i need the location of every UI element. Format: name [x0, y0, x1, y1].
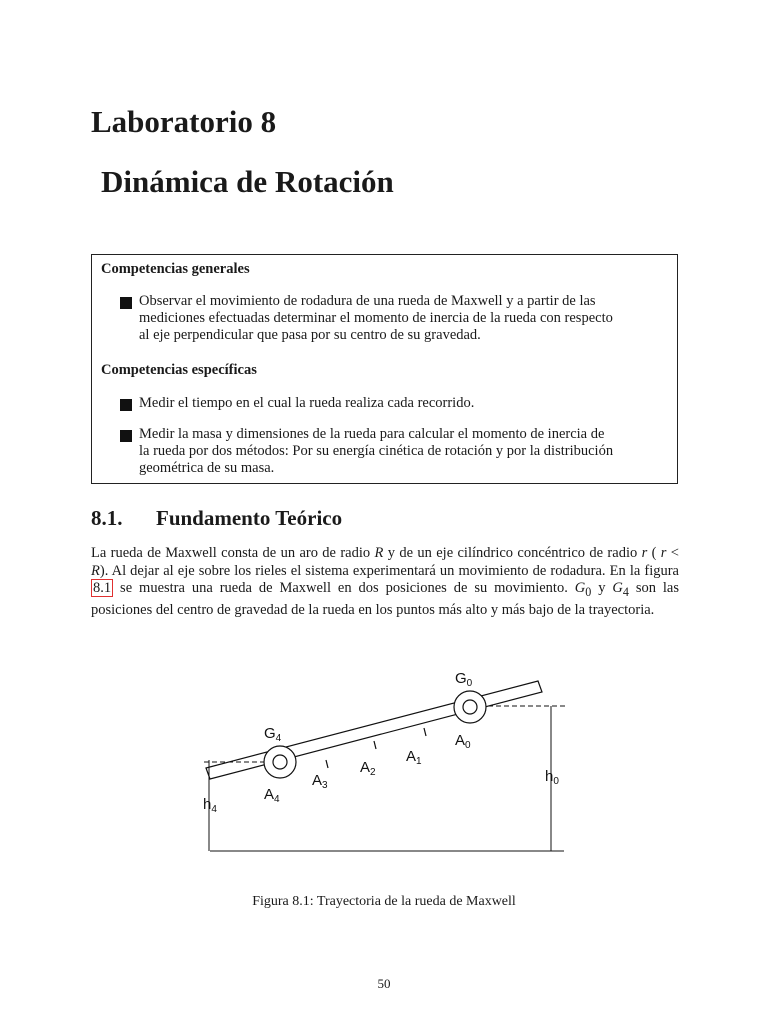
label-a4: $A_4$ — [264, 786, 280, 805]
figure-reference-link[interactable]: 8.1 — [93, 580, 112, 597]
label-g0: $G_0$ — [455, 670, 473, 689]
label-a2: $A_2$ — [360, 759, 376, 778]
competencias-especificas-heading: Competencias específicas — [101, 362, 257, 378]
section-title: Fundamento Teórico — [156, 506, 343, 530]
list-item-line: al eje perpendicular que pasa por su centro de su gravedad. — [139, 327, 481, 343]
list-item-line: mediciones efectuadas determinar el momento de inercia de la rueda con respecto — [139, 310, 613, 326]
list-item-line: la rueda por dos métodos: Por su energía cinética de rotación y por la distribución — [139, 443, 614, 459]
label-a0: $A_0$ — [455, 732, 471, 751]
label-h4: $h_4$ — [203, 796, 217, 815]
chapter-title: Laboratorio 8 — [91, 104, 277, 139]
chapter-subtitle: Dinámica de Rotación — [101, 164, 394, 199]
list-item-line: Medir el tiempo en el cual la rueda realiza cada recorrido. — [139, 395, 475, 411]
label-a1: $A_1$ — [406, 748, 422, 767]
page-number: 50 — [377, 976, 391, 991]
tick-a2 — [374, 741, 376, 749]
tick-a3 — [326, 760, 328, 768]
competencias-generales-heading: Competencias generales — [101, 261, 250, 277]
label-g4: $G_4$ — [264, 725, 282, 744]
body-paragraph: La rueda de Maxwell consta de un aro de radio R y de un eje cilíndrico concéntrico de radio r ( r < R). Al dejar al eje sobre los rieles el sistema experimentará un movimiento de rodadura. En la figura 8.1 se muestra una rueda de Maxwell en dos posiciones de su movimiento. $G_0$ y $G_4$ son las posiciones del centro de gravedad de la rueda en los puntos más alto y más bajo de la trayectoria. — [91, 545, 680, 618]
figure-caption: Figura 8.1: Trayectoria de la rueda de Maxwell — [252, 894, 516, 909]
list-item-line: Observar el movimiento de rodadura de una rueda de Maxwell y a partir de las — [139, 293, 596, 309]
list-item-line: Medir la masa y dimensiones de la rueda para calcular el momento de inercia de — [139, 426, 605, 442]
section-number: 8.1. — [91, 506, 123, 530]
inclined-rail — [206, 681, 542, 779]
axle-g4 — [273, 755, 287, 769]
label-h0: $h_0$ — [545, 768, 559, 787]
list-item-line: geométrica de su masa. — [139, 460, 275, 476]
tick-a1 — [424, 728, 426, 736]
label-a3: $A_3$ — [312, 772, 328, 791]
axle-g0 — [463, 700, 477, 714]
